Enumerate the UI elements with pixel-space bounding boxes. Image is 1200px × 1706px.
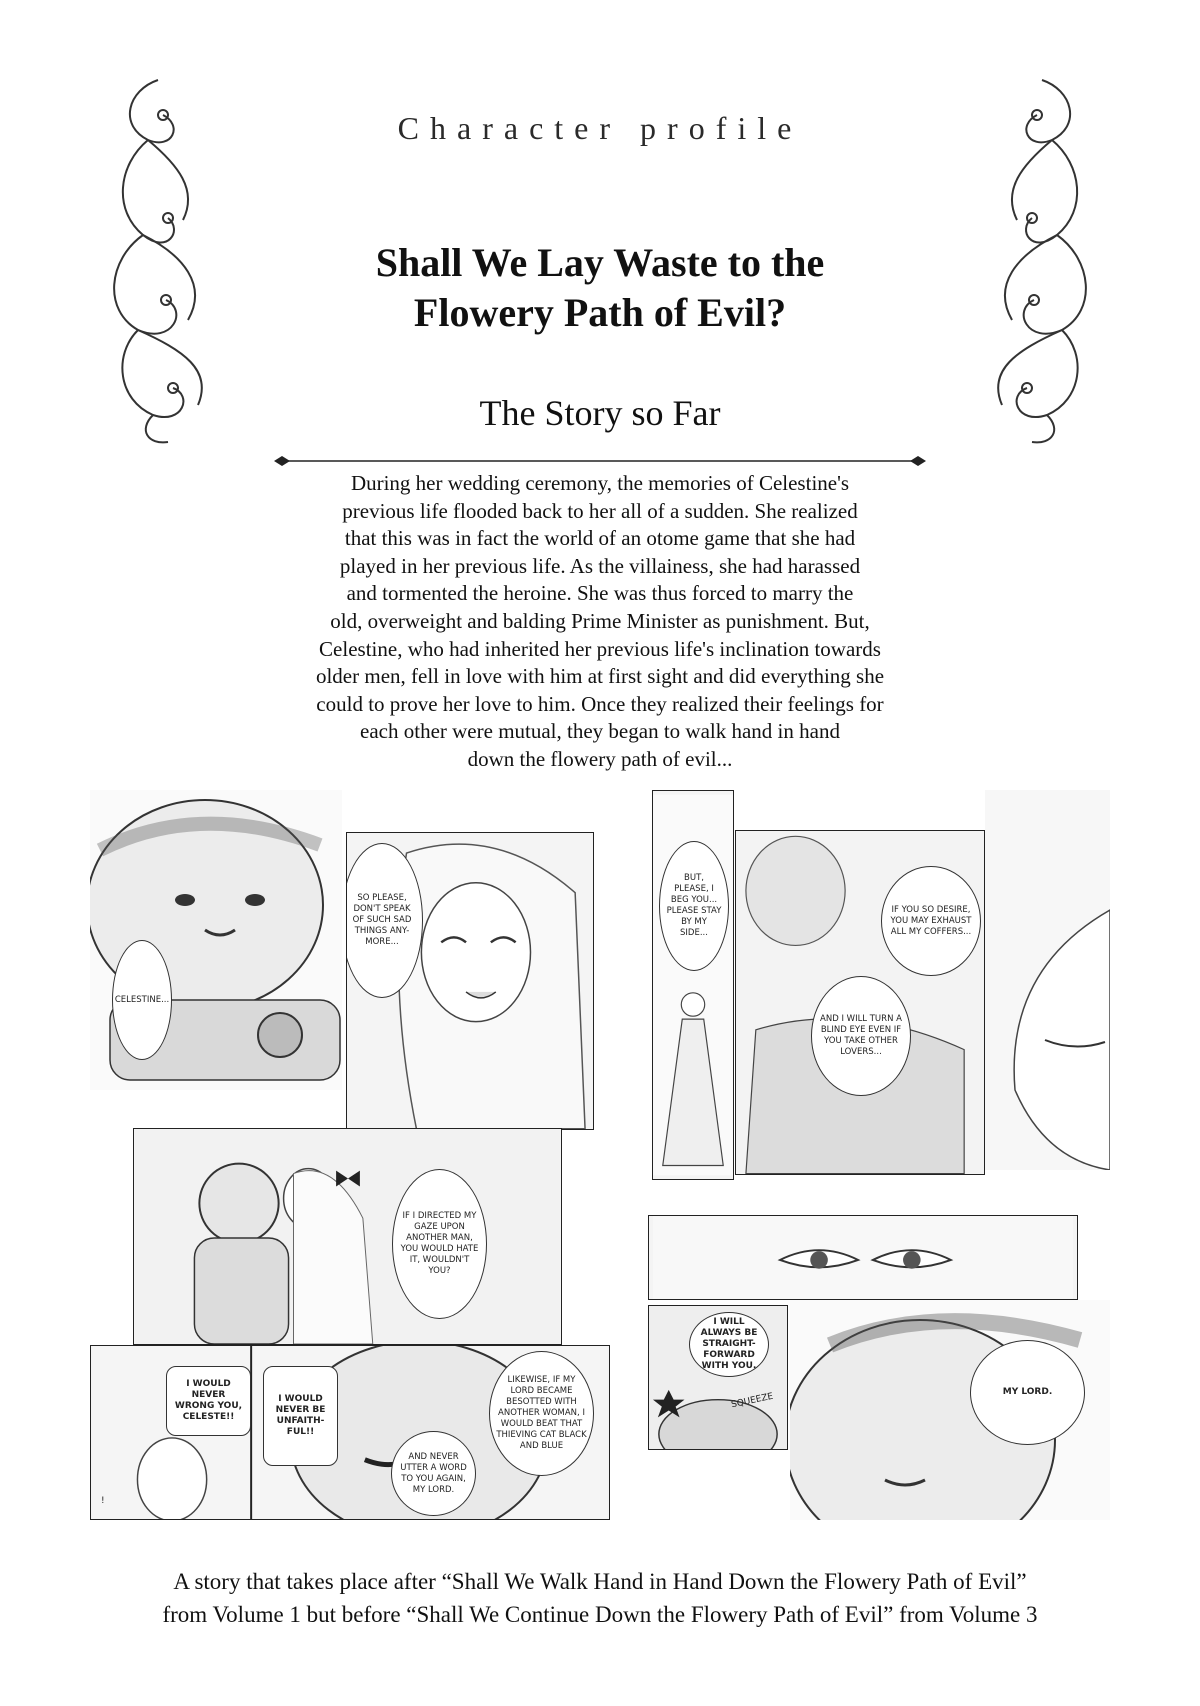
synopsis-line: down the flowery path of evil...	[467, 746, 733, 771]
speech-bubble-but-please: BUT, PLEASE, I BEG YOU... PLEASE STAY BY MY SIDE...	[659, 841, 729, 971]
speech-bubble-never-utter: AND NEVER UTTER A WORD TO YOU AGAIN, MY LORD.	[391, 1431, 476, 1516]
synopsis-line: and tormented the heroine. She was thus forced to marry the	[346, 581, 854, 606]
page-header-label: Character profile	[397, 110, 803, 146]
sfx-squeeze: SQUEEZE	[730, 1391, 775, 1411]
manga-panel-vows	[90, 1345, 610, 1520]
synopsis-line: Celestine, who had inherited her previous life's inclination towards	[319, 636, 881, 661]
manga-panel-minister-face	[90, 790, 342, 1090]
footnote-line-1: A story that takes place after “Shall We Walk Hand in Hand Down the Flowery Path of Evil”	[173, 1569, 1027, 1594]
section-heading: The Story so Far	[479, 393, 721, 433]
speech-bubble-likewise: LIKEWISE, IF MY LORD BECAME BESOTTED WITH ANOTHER WOMAN, I WOULD BEAT THAT THIEVING CAT BLACK AND BLUE	[489, 1351, 594, 1476]
manga-panel-my-lord	[790, 1300, 1110, 1520]
title-line-2: Flowery Path of Evil?	[413, 290, 787, 335]
footnote	[0, 1565, 1200, 1631]
synopsis-line: played in her previous life. As the villainess, she had harassed	[339, 553, 861, 578]
manga-panel-couple-embrace	[133, 1128, 562, 1345]
synopsis-line: could to prove her love to him. Once they realized their feelings for	[316, 691, 884, 716]
speech-bubble-so-please: SO PLEASE, DON'T SPEAK OF SUCH SAD THINGS ANY-MORE...	[346, 843, 423, 998]
speech-bubble-never-wrong: I WOULD NEVER WRONG YOU, CELESTE!!	[166, 1366, 251, 1436]
speech-bubble-if-you-desire: IF YOU SO DESIRE, YOU MAY EXHAUST ALL MY COFFERS...	[881, 866, 981, 976]
couple-illustration	[134, 1129, 561, 1344]
manga-panel-squeeze	[648, 1305, 788, 1450]
synopsis-line: During her wedding ceremony, the memories of Celestine's	[350, 471, 850, 495]
speech-bubble-my-lord: MY LORD.	[970, 1340, 1085, 1445]
manga-panel-coffers	[735, 830, 985, 1175]
eyes-closeup-illustration	[649, 1216, 1077, 1299]
speech-bubble-straightforward: I WILL ALWAYS BE STRAIGHT-FORWARD WITH YOU.	[689, 1312, 769, 1377]
title-line-1: Shall We Lay Waste to the	[375, 240, 825, 285]
synopsis-line: each other were mutual, they began to walk hand in hand	[360, 719, 840, 744]
page-title	[0, 238, 1200, 338]
closed-eye-illustration	[985, 790, 1110, 1170]
synopsis-line: old, overweight and balding Prime Minister as punishment. But,	[330, 608, 870, 633]
footnote-line-2: from Volume 1 but before “Shall We Continue Down the Flowery Path of Evil” from Volume 3	[162, 1602, 1038, 1627]
exclamation-mark: !	[101, 1496, 105, 1506]
manga-panel-eyes-closeup	[648, 1215, 1078, 1300]
divider-rule	[272, 453, 928, 469]
speech-bubble-never-unfaithful: I WOULD NEVER BE UNFAITH-FUL!!	[263, 1366, 338, 1466]
speech-bubble-blind-eye: AND I WILL TURN A BLIND EYE EVEN IF YOU TAKE OTHER LOVERS...	[811, 976, 911, 1096]
synopsis-line: previous life flooded back to her all of a sudden. She realized	[342, 498, 858, 523]
speech-bubble-celestine: CELESTINE...	[112, 940, 172, 1060]
story-synopsis	[270, 470, 930, 774]
manga-panel-closed-eye	[985, 790, 1110, 1170]
manga-panel-full-figure	[652, 790, 734, 1180]
synopsis-line: that this was in fact the world of an otome game that she had	[344, 526, 856, 551]
manga-panel-celestine-smile	[346, 832, 594, 1130]
speech-bubble-if-i-directed: IF I DIRECTED MY GAZE UPON ANOTHER MAN, YOU WOULD HATE IT, WOULDN'T YOU?	[392, 1169, 487, 1319]
synopsis-line: older men, fell in love with him at first sight and did everything she	[315, 664, 885, 689]
